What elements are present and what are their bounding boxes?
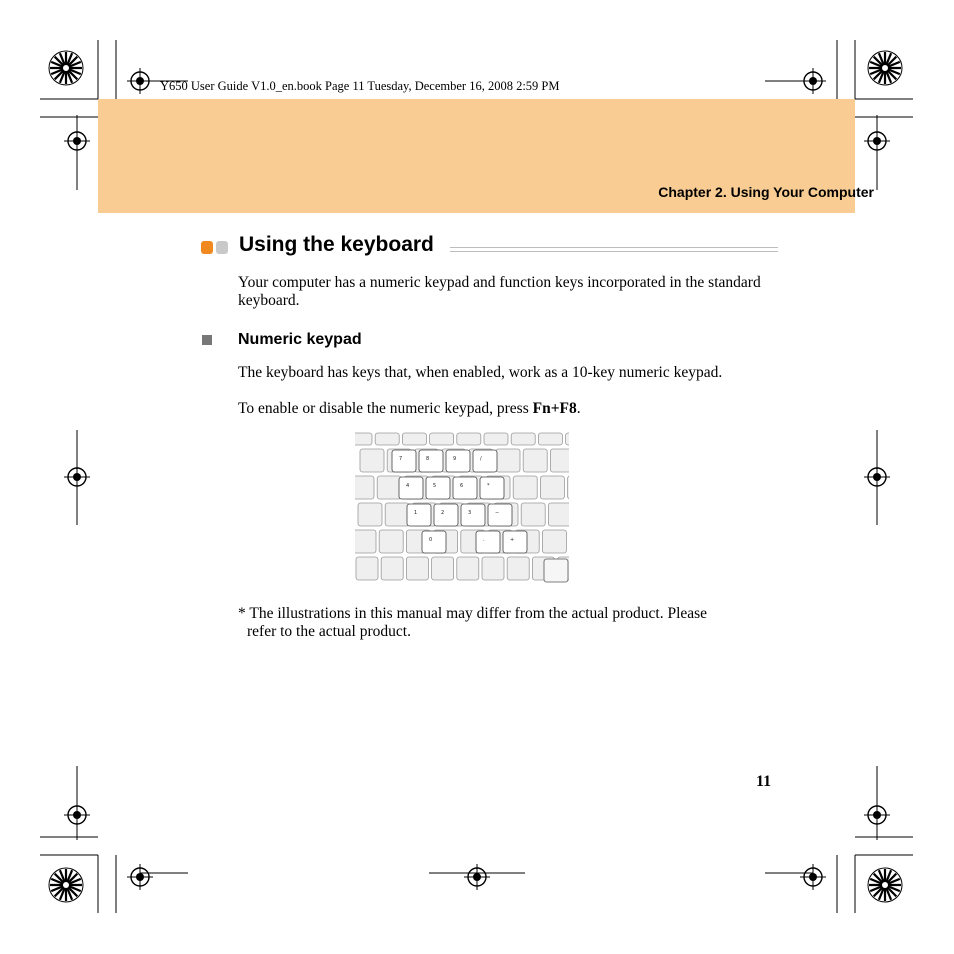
section-title: Using the keyboard [239,233,434,256]
keyboard-key [496,449,520,472]
keypad-key [392,450,416,472]
keypad-key [399,477,423,499]
keypad-key-label: 2 [441,510,445,516]
keypad-key [419,450,443,472]
keyboard-key [540,476,564,499]
keypad-key-label: 9 [453,456,457,462]
title-rule [450,247,778,252]
keypad-key-label: 6 [460,483,464,489]
keyboard-key [484,433,508,445]
keyboard-key [550,449,569,472]
section-heading [201,233,778,261]
keypad-key-label: 3 [468,510,472,516]
keypad-key-label: 1 [414,510,418,516]
keyboard-key [521,503,545,526]
keypad-key [407,504,431,526]
keypad-key-label: 7 [399,456,403,462]
keyboard-key [402,433,426,445]
section-bullet-icon [216,241,228,254]
keypad-key-label: / [480,456,482,462]
keypad-key [503,531,527,553]
keyboard-key [381,557,403,580]
keyboard-key [507,557,529,580]
keyboard-key [482,557,504,580]
section-bullet-icon [201,241,213,254]
keypad-key [434,504,458,526]
keyboard-key [377,476,401,499]
keyboard-key [457,433,481,445]
subsection-title: Numeric keypad [238,331,362,348]
keyboard-key [566,433,569,445]
keypad-key-label: * [487,483,490,489]
keypad-key-label: 0 [429,537,433,543]
illustration-note [238,605,783,641]
keyboard-key [358,503,382,526]
enable-instruction [238,400,581,418]
keyboard-key [538,433,562,445]
keyboard-key [544,559,568,582]
keyboard-key [385,503,409,526]
keyboard-key [513,476,537,499]
keypad-key-label: 4 [406,483,410,489]
keyboard-key [511,433,535,445]
note-line-1: * The illustrations in this manual may differ from the actual product. Please [238,605,708,622]
keyboard-key [355,433,372,445]
chapter-label: Chapter 2. Using Your Computer [658,184,874,200]
keyboard-key [355,476,374,499]
enable-prefix: To enable or disable the numeric keypad, press [238,400,533,417]
subsection-body: The keyboard has keys that, when enabled, work as a 10-key numeric keypad. [238,364,723,381]
keypad-key [461,504,485,526]
enable-suffix: . [576,400,581,417]
keypad-key [446,450,470,472]
note-line-2: refer to the actual product. [247,623,411,640]
keypad-key [476,531,500,553]
print-meta-line: Y650 User Guide V1.0_en.book Page 11 Tuesday, December 16, 2008 2:59 PM [160,79,560,93]
keyboard-key [523,449,547,472]
keyboard-key [542,530,566,553]
keyboard-key [360,449,384,472]
keypad-key-label: . [483,537,485,543]
keypad-key-label: + [510,537,515,543]
keyboard-key [457,557,479,580]
keyboard-key [406,557,428,580]
keypad-key-label: 5 [433,483,437,489]
keyboard-illustration [355,432,569,584]
keyboard-key [430,433,454,445]
keyboard-key [379,530,403,553]
keypad-key [422,531,446,553]
keyboard-key [548,503,569,526]
keypad-key [426,477,450,499]
keypad-key [473,450,497,472]
enable-keys: Fn+F8 [532,400,577,417]
page-number: 11 [756,773,772,790]
square-bullet-icon [202,335,212,345]
keyboard-key [432,557,454,580]
keyboard-key [355,530,376,553]
keypad-key [480,477,504,499]
section-intro: Your computer has a numeric keypad and function keys incorporated in the standard keyboard. [238,274,761,309]
keypad-key-label: − [495,510,500,516]
keypad-key-label: 8 [426,456,430,462]
keypad-key [488,504,512,526]
keyboard-key [356,557,378,580]
keypad-key [453,477,477,499]
keyboard-key [375,433,399,445]
keyboard-key [568,476,569,499]
